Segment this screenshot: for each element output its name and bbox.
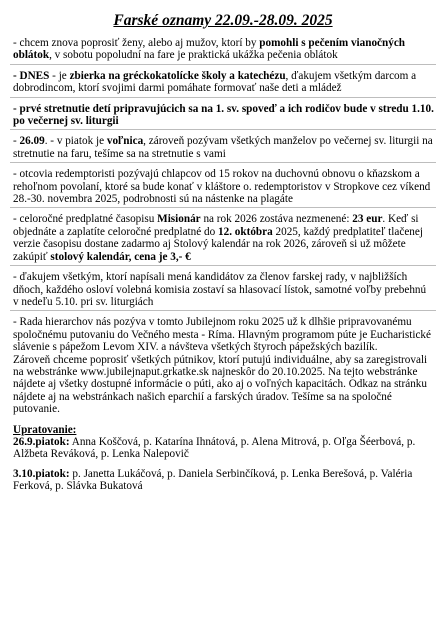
schedule-date: 3.10.piatok: [13, 467, 70, 480]
schedule-item [13, 436, 433, 461]
notice-text: - prvé stretnutie detí pripravujúcich sa na 1. sv. spoveď a ich rodičov bude v stredu 1.10. po večernej sv. liturgii [13, 102, 434, 128]
cleaning-schedule [10, 424, 436, 493]
notice-text: - ďakujem všetkým, ktorí napísali mená kandidátov za členov farskej rady, v najbližších dňoch, každého osloví volebná komisia zostaví sa hlasovací lístok, samotné voľby prebehnú v nedeľu 5.10. pri sv. liturgiách [13, 271, 427, 308]
schedule-names: p. Janetta Lukáčová, p. Daniela Serbinčíková, p. Lenka Berešová, p. Valéria Ferková, p. Slávka Bukatová [13, 467, 413, 493]
notice-volnica [10, 134, 436, 163]
notice-text: - celoročné predplatné časopisu Misionár na rok 2026 zostáva nezmenené: 23 eur. Keď si objednáte a zaplatíte celoročné predplatné do 12. októbra 2025, každý predplatiteľ tlačenej verzie časopisu dostane zadarmo aj Stolový kalendár na rok 2026, zároveň si už môžete zakúpiť stolový kalendár, cena je 3,- € [13, 213, 423, 263]
notice-zbierka [10, 69, 436, 98]
notice-text: - Rada hierarchov nás pozýva v tomto Jubilejnom roku 2025 už k dlhšie pripravovanému spoločnému putovaniu do Večného mesta - Ríma. Hlavným programom púte je Eucharistické slávenie s pápežom Levom XIV. a návšteva všetkých štyroch pápežských bazilík. [13, 316, 431, 354]
notice-text: - chcem znova poprosiť ženy, alebo aj mužov, ktorí by pomohli s pečením vianočných oblátok, v sobotu popoludní na fare je praktická ukážka pečenia oblátok [13, 37, 406, 62]
schedule-date: 26.9.piatok: [13, 435, 70, 448]
notice-text: - otcovia redemptoristi pozývajú chlapcov od 15 rokov na duchovnú obnovu o kňazskom a rehoľnom povolaní, ktoré sa bude konať v kláštore o. redemptoristov v Stropkove cez víkend 28.-30. novembra 2025, podrobnosti sú na nástenke na plagáte [13, 168, 431, 206]
notice-put-rim [10, 315, 436, 417]
page-title: Farské oznamy 22.09.-28.09. 2025 [113, 12, 333, 29]
schedule-heading: Upratovanie: [13, 423, 77, 436]
notice-spoved [10, 102, 436, 131]
notice-text: - DNES - je zbierka na gréckokatolícke školy a katechézu, ďakujem všetkým darcom a dobrodincom, ktorí svojimi darmi pomáhate formovať naše deti a mládež [13, 69, 417, 95]
notice-oblatky [10, 36, 436, 65]
schedule-names: Anna Koščová, p. Katarína Ihnátová, p. Alena Mitrová, p. Oľga Šéerbová, p. Alžbeta Reváková, p. Lenka Nalepovič [13, 435, 416, 461]
notice-farska-rada [10, 270, 436, 311]
notice-text-registration: Zároveň chceme poprosiť všetkých pútnikov, ktorí putujú individuálne, aby sa zaregistrovali na webstránke www.jubilejnaput.grkatke.sk najneskôr do 20.10.2025. Na tejto webstránke nájdete aj všetky dostupné informácie o púti, ako aj o voľných kapacitách. Odkaz na stránku nájdete aj na webstránkach našich eparchií a farských úradov. Tešíme sa na spoločné putovanie. [13, 353, 428, 416]
schedule-item [13, 468, 433, 493]
notice-redemptoristi [10, 167, 436, 208]
notice-misionar [10, 212, 436, 266]
notice-text: - 26.09. - v piatok je voľnica, zároveň pozývam všetkých manželov po večernej sv. liturgii na stretnutie na faru, tešíme sa na stretnutie s vami [13, 135, 433, 160]
